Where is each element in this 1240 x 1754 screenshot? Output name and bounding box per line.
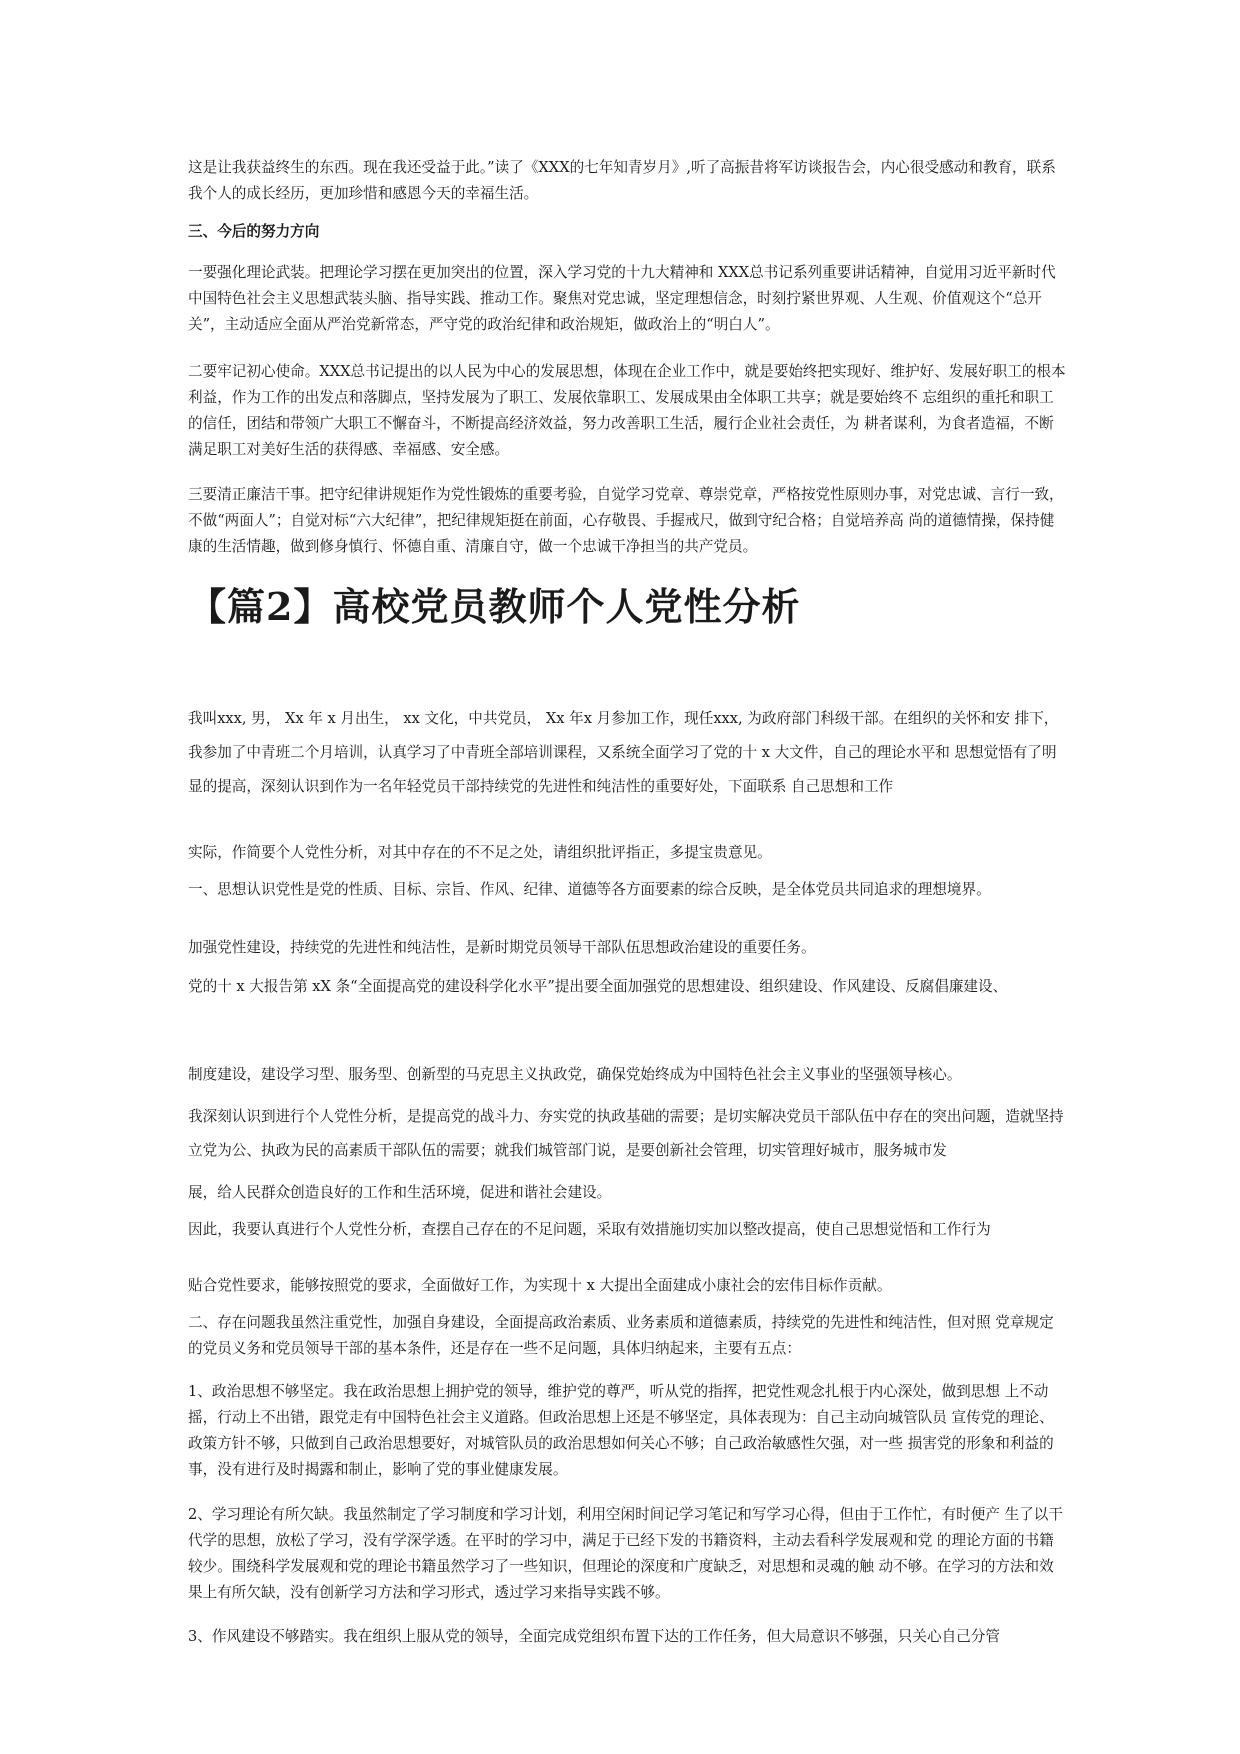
paragraph: 党的十 x 大报告第 xX 条“全面提高党的建设科学化水平”提出要全面加强党的思想建设、组织建设、作风建设、反腐倡廉建设、 [188,978,1008,995]
paragraph: 制度建设，建设学习型、服务型、创新型的马克思主义执政党，确保党始终成为中国特色社会主义事业的坚强领导核心。 [188,1066,962,1083]
paragraph: 1、政治思想不够坚定。我在政治思想上拥护党的领导，维护党的尊严，听从党的指挥，把党性观念扎根于内心深处，做到思想 上不动摇，行动上不出错，跟党走有中国特色社会主义道路。但政治思想上还是不够坚定，具体表现为：自己主动向城管队员 宣传党的理论、政策方针不够，只做到自己政治思想要好，对城管队员的政治思想如何关心不够；自己政治敏感性欠强，对一些 损害党的形象和利益的事，没有进行及时揭露和制止，影响了党的事业健康发展。 [188,1383,1054,1478]
paragraph: 我叫xxx, 男， Xx 年 x 月出生， xx 文化，中共党员， Xx 年x 月参加工作，现任xxx, 为政府部门科级干部。在组织的关怀和安 排下，我参加了中青班二个月培训，认真学习了中青班全部培训课程，又系统全面学习了党的十 x 大文件，自己的理论水平和 思想觉悟有了明显的提高，深刻认识到作为一名年轻党员干部持续党的先进性和纯洁性的重要好处，下面联系 自己思想和工作 [188,710,1059,795]
paragraph: 我深刻认识到进行个人党性分析，是提高党的战斗力、夯实党的执政基础的需要；是切实解决党员干部队伍中存在的突出问题，造就坚持立党为公、执政为民的高素质干部队伍的需要；就我们城管部门说，是要创新社会管理，切实管理好城市，服务城市发 [188,1108,1064,1159]
section-heading: 三、今后的努力方向 [188,223,320,240]
paragraph: 实际，作简要个人党性分析，对其中存在的不不足之处，请组织批评指正，多提宝贵意见。 [188,844,772,861]
paragraph: 加强党性建设，持续党的先进性和纯洁性，是新时期党员领导干部队伍思想政治建设的重要任务。 [188,939,816,956]
paragraph: 2、学习理论有所欠缺。我虽然制定了学习制度和学习计划，利用空闲时间记学习笔记和写学习心得，但由于工作忙，有时便产 生了以干代学的思想，放松了学习，没有学深学透。在平时的学习中，满足于已经下发的书籍资料，主动去看科学发展观和党 的理论方面的书籍较少。围绕科学发展观和党的理论书籍虽然学习了一些知识，但理论的深度和广度缺乏，对思想和灵魂的触 动不够。在学习的方法和效果上有所欠缺，没有创新学习方法和学习形式，透过学习来指导实践不够。 [188,1506,1063,1601]
paragraph: 二、存在问题我虽然注重党性，加强自身建设，全面提高政治素质、业务素质和道德素质，持续党的先进性和纯洁性，但对照 党章规定的党员义务和党员领导干部的基本条件，还是存在一些不足问题，具体归纳起来，主要有五点： [188,1314,1054,1357]
paragraph: 贴合党性要求，能够按照党的要求，全面做好工作，为实现十 x 大提出全面建成小康社会的宏伟目标作贡献。 [188,1277,892,1294]
paragraph: 二要牢记初心使命。XXX总书记提出的以人民为中心的发展思想，体现在企业工作中，就是要始终把实现好、维护好、发展好职工的根本利益，作为工作的出发点和落脚点，坚持发展为了职工、发展依靠职工、发展成果由全体职工共享；就是要始终不 忘组织的重托和职工的信任，团结和带领广大职工不懈奋斗，不断提高经济效益，努力改善职工生活，履行企业社会责任，为 耕者谋利，为食者造福，不断满足职工对美好生活的获得感、幸福感、安全感。 [188,363,1066,458]
paragraph: 三要清正廉洁干事。把守纪律讲规矩作为党性锻炼的重要考验，自觉学习党章、尊崇党章，严格按党性原则办事，对党忠诚、言行一致，不做“两面人”；自觉对标“六大纪律”，把纪律规矩挺在前面，心存敬畏、手握戒尺，做到守纪合格；自觉培养高 尚的道德情操，保持健康的生活情趣，做到修身慎行、怀德自重、清廉自守，做一个忠诚干净担当的共产党员。 [188,486,1064,555]
paragraph: 这是让我获益终生的东西。现在我还受益于此。”读了《XXX的七年知青岁月》,听了高振昔将军访谈报告会，内心很受感动和教育，联系我个人的成长经历，更加珍惜和感恩今天的幸福生活。 [188,159,1056,202]
paragraph: 一要强化理论武装。把理论学习摆在更加突出的位置，深入学习党的十九大精神和 XXX总书记系列重要讲话精神，自觉用习近平新时代中国特色社会主义思想武装头脑、指导实践、推动工作。聚焦对党忠诚，坚定理想信念，时刻拧紧世界观、人生观、价值观这个“总开关”，主动适应全面从严治党新常态，严守党的政治纪律和政治规矩，做政治上的“明白人”。 [188,264,1056,333]
paragraph: 展，给人民群众创造良好的工作和生活环境，促进和谐社会建设。 [188,1184,612,1201]
article-title: 【篇2】高校党员教师个人党性分析 [188,584,801,629]
paragraph: 一、思想认识党性是党的性质、目标、宗旨、作风、纪律、道德等各方面要素的综合反映，是全体党员共同追求的理想境界。 [188,881,991,898]
paragraph: 3、作风建设不够踏实。我在组织上服从党的领导，全面完成党组织布置下达的工作任务，但大局意识不够强，只关心自己分管 [188,1628,1000,1645]
paragraph: 因此，我要认真进行个人党性分析，查摆自己存在的不足问题，采取有效措施切实加以整改提高，使自己思想觉悟和工作行为 [188,1221,991,1238]
